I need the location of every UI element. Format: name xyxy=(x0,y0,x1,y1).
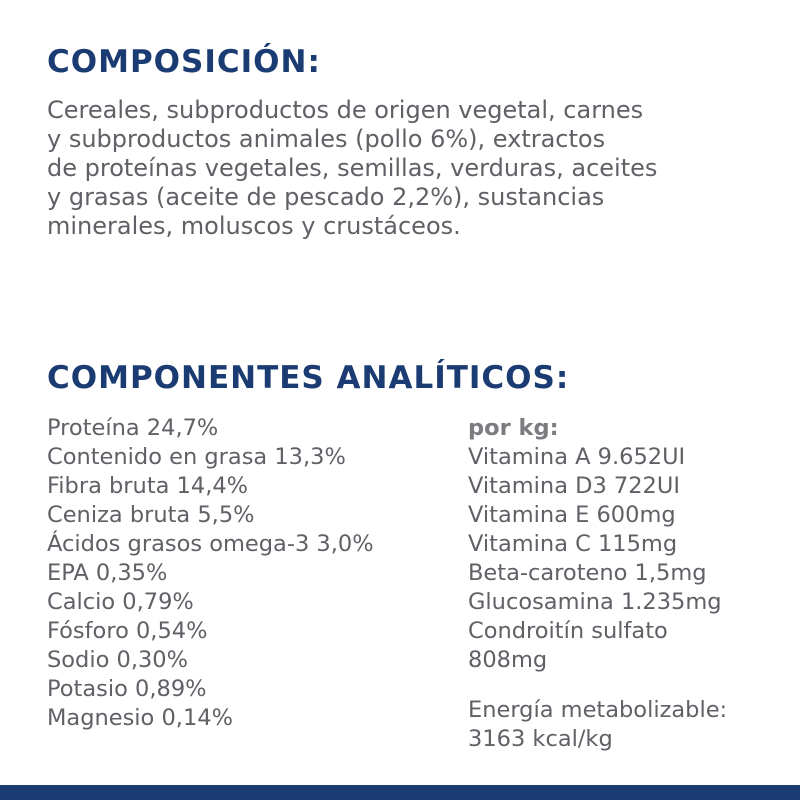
vitamin-item: Vitamina D3 722UI xyxy=(468,473,680,499)
vitamin-item: Vitamina C 115mg xyxy=(468,531,678,557)
analytical-item: Fibra bruta 14,4% xyxy=(47,473,249,499)
analytical-item: Sodio 0,30% xyxy=(47,647,188,673)
analytical-item: Potasio 0,89% xyxy=(47,676,207,702)
vitamin-item: Vitamina E 600mg xyxy=(468,502,676,528)
analytical-item: EPA 0,35% xyxy=(47,560,168,586)
analytical-left-list xyxy=(47,414,374,733)
analytical-item: Proteína 24,7% xyxy=(47,415,219,441)
analytical-item: Ácidos grasos omega-3 3,0% xyxy=(47,531,374,557)
vitamin-item: 808mg xyxy=(468,647,548,673)
analytical-item: Contenido en grasa 13,3% xyxy=(47,444,346,470)
vitamin-item: Vitamina A 9.652UI xyxy=(468,444,686,470)
vitamin-item: Glucosamina 1.235mg xyxy=(468,589,722,615)
analytical-item: Fósforo 0,54% xyxy=(47,618,208,644)
analytical-heading: COMPONENTES ANALÍTICOS: xyxy=(47,360,570,396)
composition-line: y grasas (aceite de pescado 2,2%), sustancias xyxy=(47,183,605,211)
composition-line: minerales, moluscos y crustáceos. xyxy=(47,212,461,240)
spacer xyxy=(468,675,727,696)
analytical-item: Calcio 0,79% xyxy=(47,589,194,615)
composition-line: Cereales, subproductos de origen vegetal, carnes xyxy=(47,96,644,124)
composition-line: y subproductos animales (pollo 6%), extractos xyxy=(47,125,606,153)
energy-label: Energía metabolizable: xyxy=(468,697,728,723)
vitamin-item: Condroitín sulfato xyxy=(468,618,668,644)
per-kg-header: por kg: xyxy=(468,415,559,441)
composition-text xyxy=(47,96,787,241)
analytical-item: Magnesio 0,14% xyxy=(47,705,233,731)
analytical-item: Ceniza bruta 5,5% xyxy=(47,502,255,528)
energy-value: 3163 kcal/kg xyxy=(468,726,613,752)
vitamin-item: Beta-caroteno 1,5mg xyxy=(468,560,707,586)
analytical-right-list xyxy=(468,414,727,754)
footer-bar xyxy=(0,785,800,800)
composition-line: de proteínas vegetales, semillas, verduras, aceites xyxy=(47,154,658,182)
composition-heading: COMPOSICIÓN: xyxy=(47,44,321,80)
